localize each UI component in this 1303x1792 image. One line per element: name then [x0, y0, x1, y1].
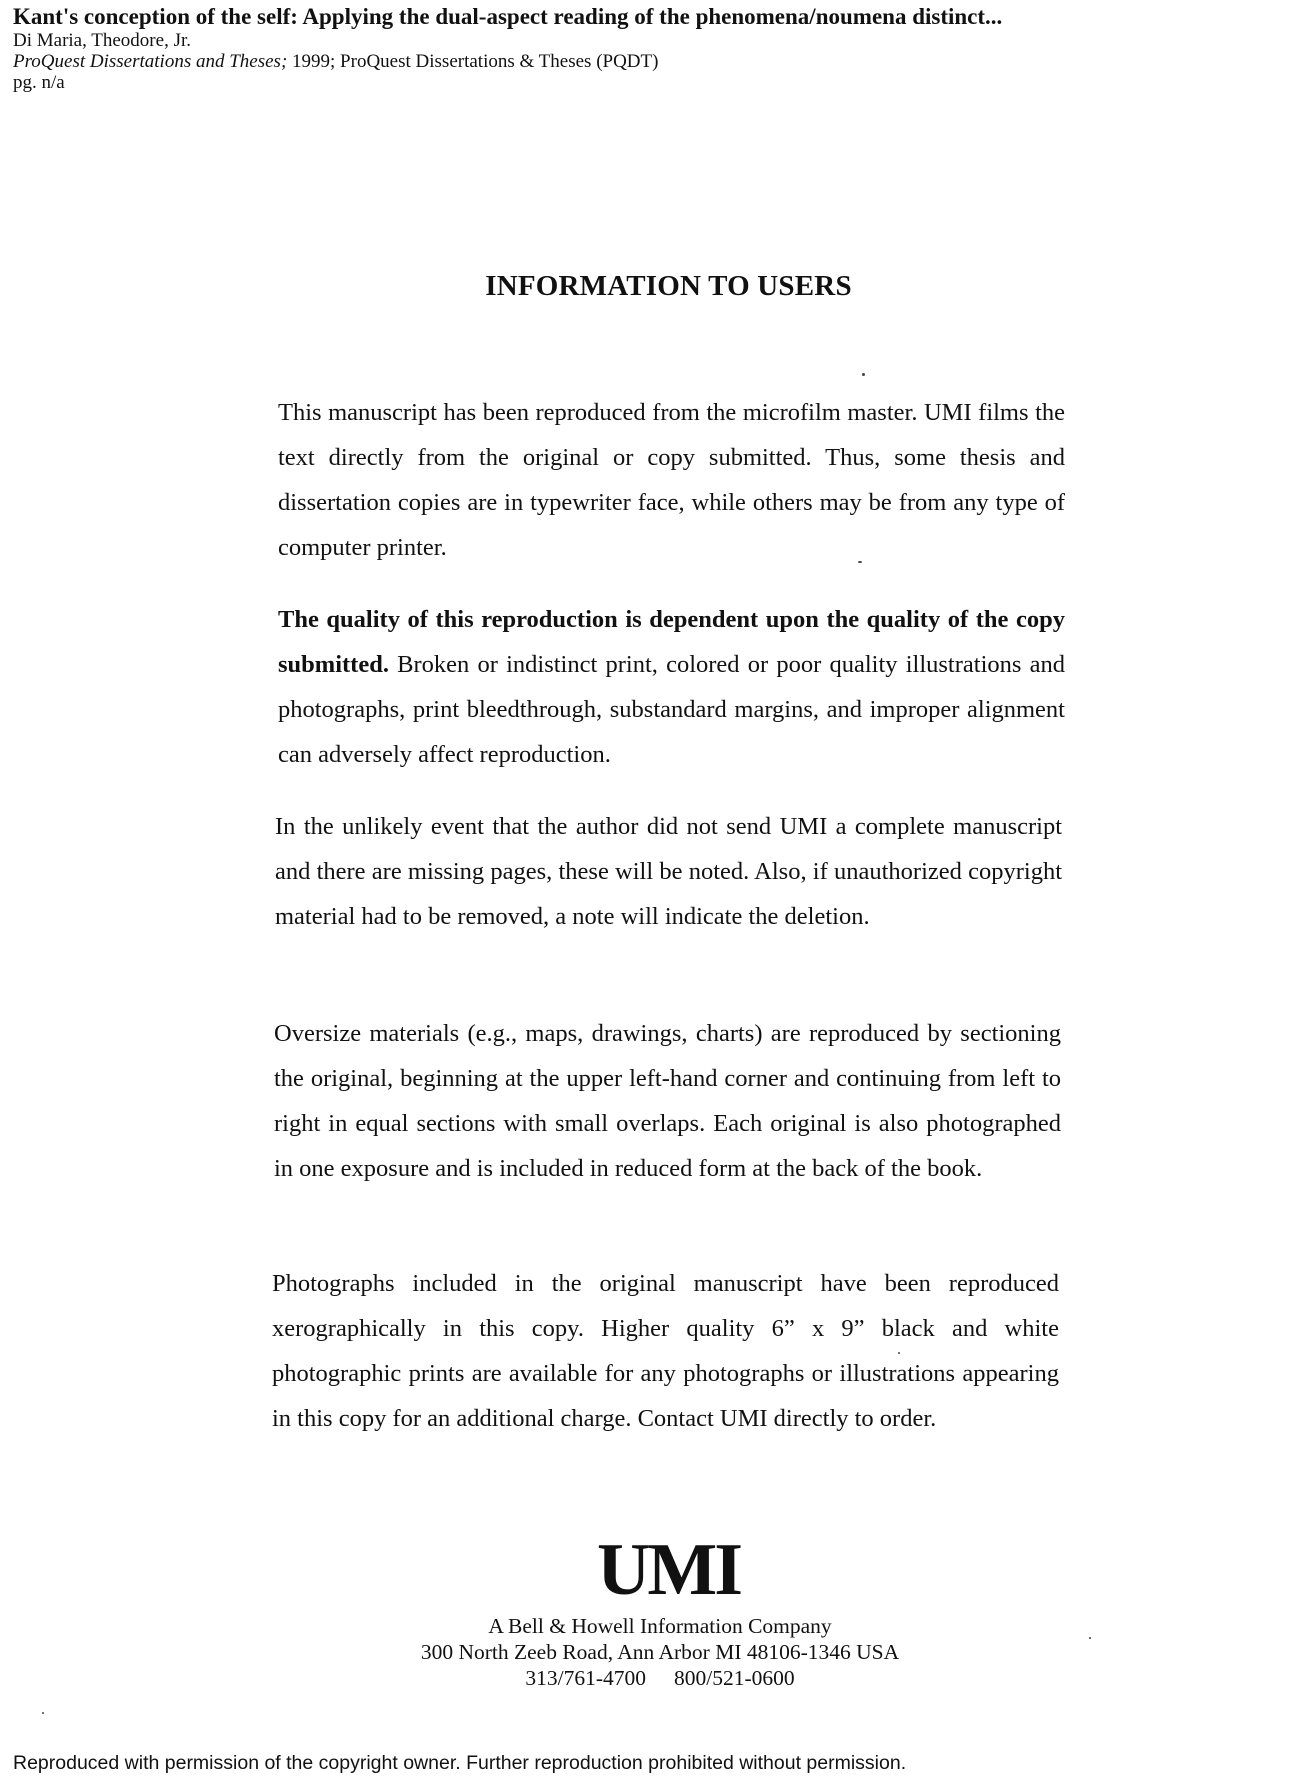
- copyright-footer: Reproduced with permission of the copyright owner. Further reproduction prohibited without permission.: [13, 1752, 907, 1774]
- phone-number-1: 313/761-4700: [525, 1666, 646, 1690]
- paragraph-missing-pages: [275, 804, 1062, 939]
- phone-number-2: 800/521-0600: [674, 1666, 795, 1690]
- paragraph-reproduction-source: [278, 390, 1065, 570]
- citation-author: Di Maria, Theodore, Jr.: [13, 30, 191, 51]
- company-address: 300 North Zeeb Road, Ann Arbor MI 48106-1346 USA: [420, 1640, 900, 1664]
- scan-speck: [898, 1352, 900, 1354]
- page-heading: INFORMATION TO USERS: [485, 270, 852, 302]
- scan-speck: [1089, 1637, 1091, 1639]
- company-name: A Bell & Howell Information Company: [488, 1614, 832, 1638]
- paragraph-text: This manuscript has been reproduced from the microfilm master. UMI films the text directly from the original or copy submitted. Thus, some thesis and dissertation copies are in typewriter face, while others may be from any type of computer printer.: [278, 399, 1065, 561]
- scan-speck: [862, 373, 865, 376]
- company-info: [0, 1613, 1303, 1691]
- citation-source: [13, 51, 1293, 72]
- paragraph-text: Photographs included in the original manuscript have been reproduced xerographically in this copy. Higher quality 6” x 9” black and white photographic prints are available for any photographs or illustrations appearing in this copy for an additional charge. Contact UMI directly to order.: [272, 1270, 1059, 1432]
- paragraph-bold-lead: The quality of this reproduction is dependent upon the quality of the copy submitted.: [278, 606, 1065, 678]
- scan-speck: [858, 561, 862, 563]
- citation-title: Kant's conception of the self: Applying the dual-aspect reading of the phenomena/noumena distinct...: [13, 4, 1003, 29]
- paragraph-text: In the unlikely event that the author did not send UMI a complete manuscript and there are missing pages, these will be noted. Also, if unauthorized copyright material had to be removed, a note will indicate the deletion.: [275, 813, 1062, 930]
- paragraph-oversize-materials: [274, 1011, 1061, 1191]
- umi-logo: UMI: [596, 1529, 741, 1611]
- company-phones: [0, 1665, 1303, 1691]
- citation-source-name: ProQuest Dissertations and Theses;: [13, 51, 288, 72]
- paragraph-text: Oversize materials (e.g., maps, drawings, charts) are reproduced by sectioning the original, beginning at the upper left-hand corner and continuing from left to right in equal sections with small overlaps. Each original is also photographed in one exposure and is included in reduced form at the back of the book.: [274, 1020, 1061, 1182]
- citation-source-details: 1999; ProQuest Dissertations & Theses (PQDT): [287, 51, 659, 72]
- citation-block: [13, 4, 1293, 93]
- paragraph-quality-notice: [278, 597, 1065, 777]
- paragraph-text: Broken or indistinct print, colored or poor quality illustrations and photographs, print bleedthrough, substandard margins, and improper alignment can adversely affect reproduction.: [278, 651, 1065, 768]
- scan-speck: [42, 1712, 44, 1714]
- citation-page: pg. n/a: [13, 72, 65, 93]
- paragraph-photographs: [272, 1261, 1059, 1441]
